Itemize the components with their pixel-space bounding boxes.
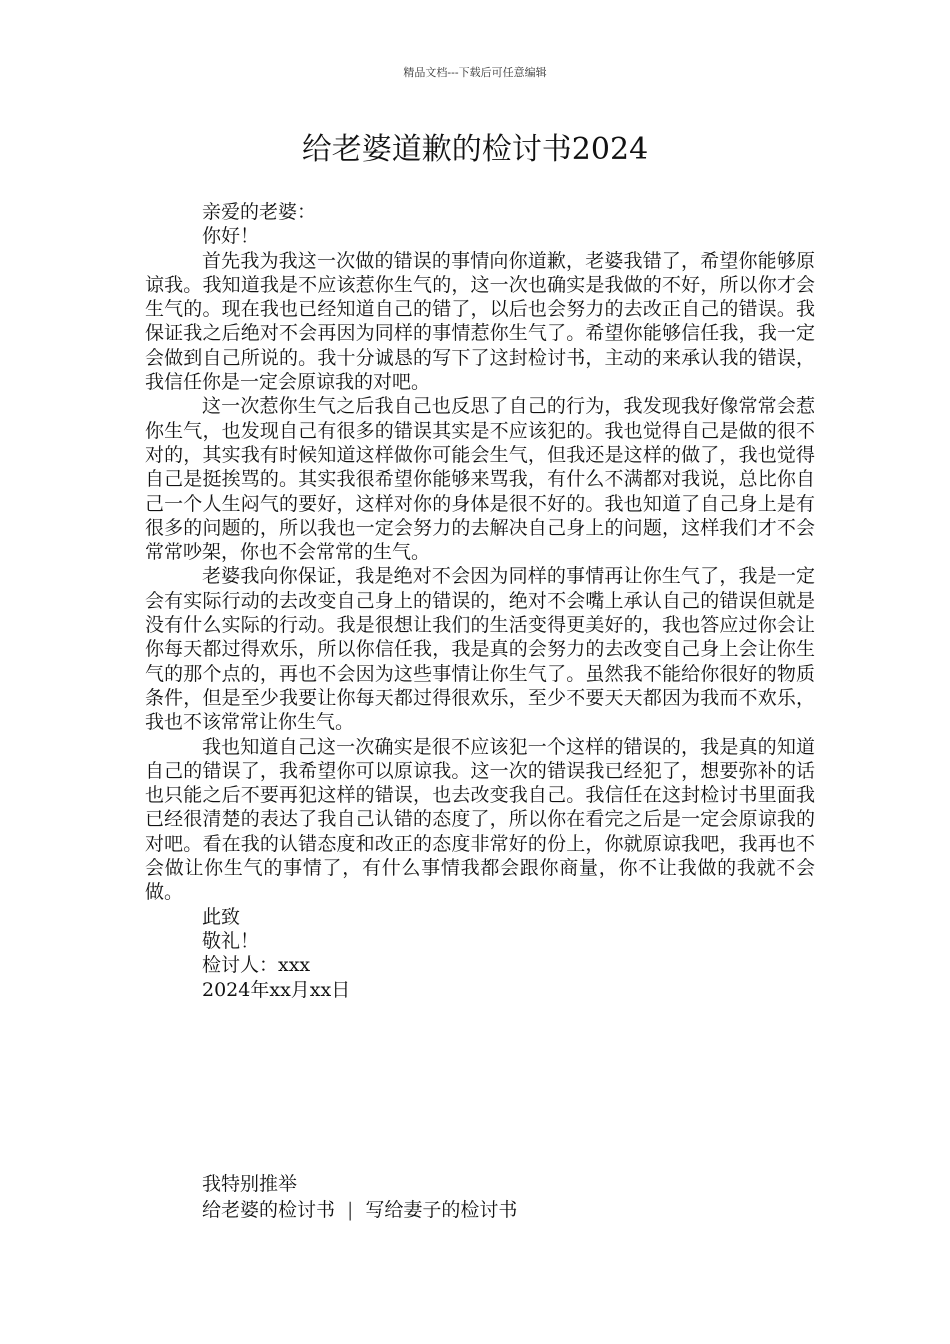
date: 2024年xx月xx日: [202, 978, 351, 1001]
recommend-links: [202, 1197, 802, 1223]
document-title: 给老婆道歉的检讨书2024: [301, 132, 649, 167]
recommend-link[interactable]: 写给妻子的检讨书: [365, 1199, 518, 1221]
greeting: 你好！: [202, 225, 260, 248]
paragraph: 这一次惹你生气之后我自己也反思了自己的行为，我发现我好像常常会惹你生气，也发现自己有很多的错误其实是不应该犯的。我也觉得自己是做的很不对的，其实我有时候知道这样做你可能会生气，但我还是这样的做了，我也觉得自己是挺挨骂的。其实我很希望你能够来骂我，有什么不满都对我说，总比你自己一个人生闷气的要好，这样对你的身体是很不好的。我也知道了自己身上是有很多的问题的，所以我也一定会努力的去解决自己身上的问题，这样我们才不会常常吵架，你也不会常常的生气。: [145, 395, 815, 564]
letter-body: [145, 200, 815, 1002]
paragraph: 首先我为我这一次做的错误的事情向你道歉，老婆我错了，希望你能够原谅我。我知道我是不应该惹你生气的，这一次也确实是我做的不好，所以你才会生气的。现在我也已经知道自己的错了，以后也会努力的去改正自己的错误。我保证我之后绝对不会再因为同样的事情惹你生气了。希望你能够信任我，我一定会做到自己所说的。我十分诚恳的写下了这封检讨书，主动的来承认我的错误，我信任你是一定会原谅我的对吧。: [145, 249, 815, 394]
paragraph: 老婆我向你保证，我是绝对不会因为同样的事情再让你生气了，我是一定会有实际行动的去改变自己身上的错误的，绝对不会嘴上承认自己的错误但就是没有什么实际的行动。我是很想让我们的生活变得更美好的，我也答应过你会让你每天都过得欢乐，所以你信任我，我是真的会努力的去改变自己身上会让你生气的那个点的，再也不会因为这些事情让你生气了。虽然我不能给你很好的物质条件，但是至少我要让你每天都过得很欢乐，至少不要天天都因为我而不欢乐，我也不该常常让你生气。: [145, 565, 815, 734]
recommend-section: [202, 1171, 802, 1223]
closing-line: 此致: [202, 905, 241, 928]
closing-salute: 敬礼！: [202, 929, 260, 952]
recommend-heading: 我特别推举: [202, 1173, 298, 1195]
link-separator: |: [347, 1199, 354, 1221]
paragraph: 我也知道自己这一次确实是很不应该犯一个这样的错误的，我是真的知道自己的错误了，我希望你可以原谅我。这一次的错误我已经犯了，想要弥补的话也只能之后不要再犯这样的错误，也去改变我自己。我信任在这封检讨书里面我已经很清楚的表达了我自己认错的态度了，所以你在看完之后是一定会原谅我的对吧。看在我的认错态度和改正的态度非常好的份上，你就原谅我吧，我再也不会做让你生气的事情了，有什么事情我都会跟你商量，你不让我做的我就不会做。: [145, 735, 815, 904]
page-header-banner: 精品文档---下载后可任意编辑: [403, 66, 547, 79]
signer: 检讨人：xxx: [202, 954, 311, 977]
salutation: 亲爱的老婆：: [202, 201, 317, 223]
recommend-link[interactable]: 给老婆的检讨书: [202, 1199, 336, 1221]
